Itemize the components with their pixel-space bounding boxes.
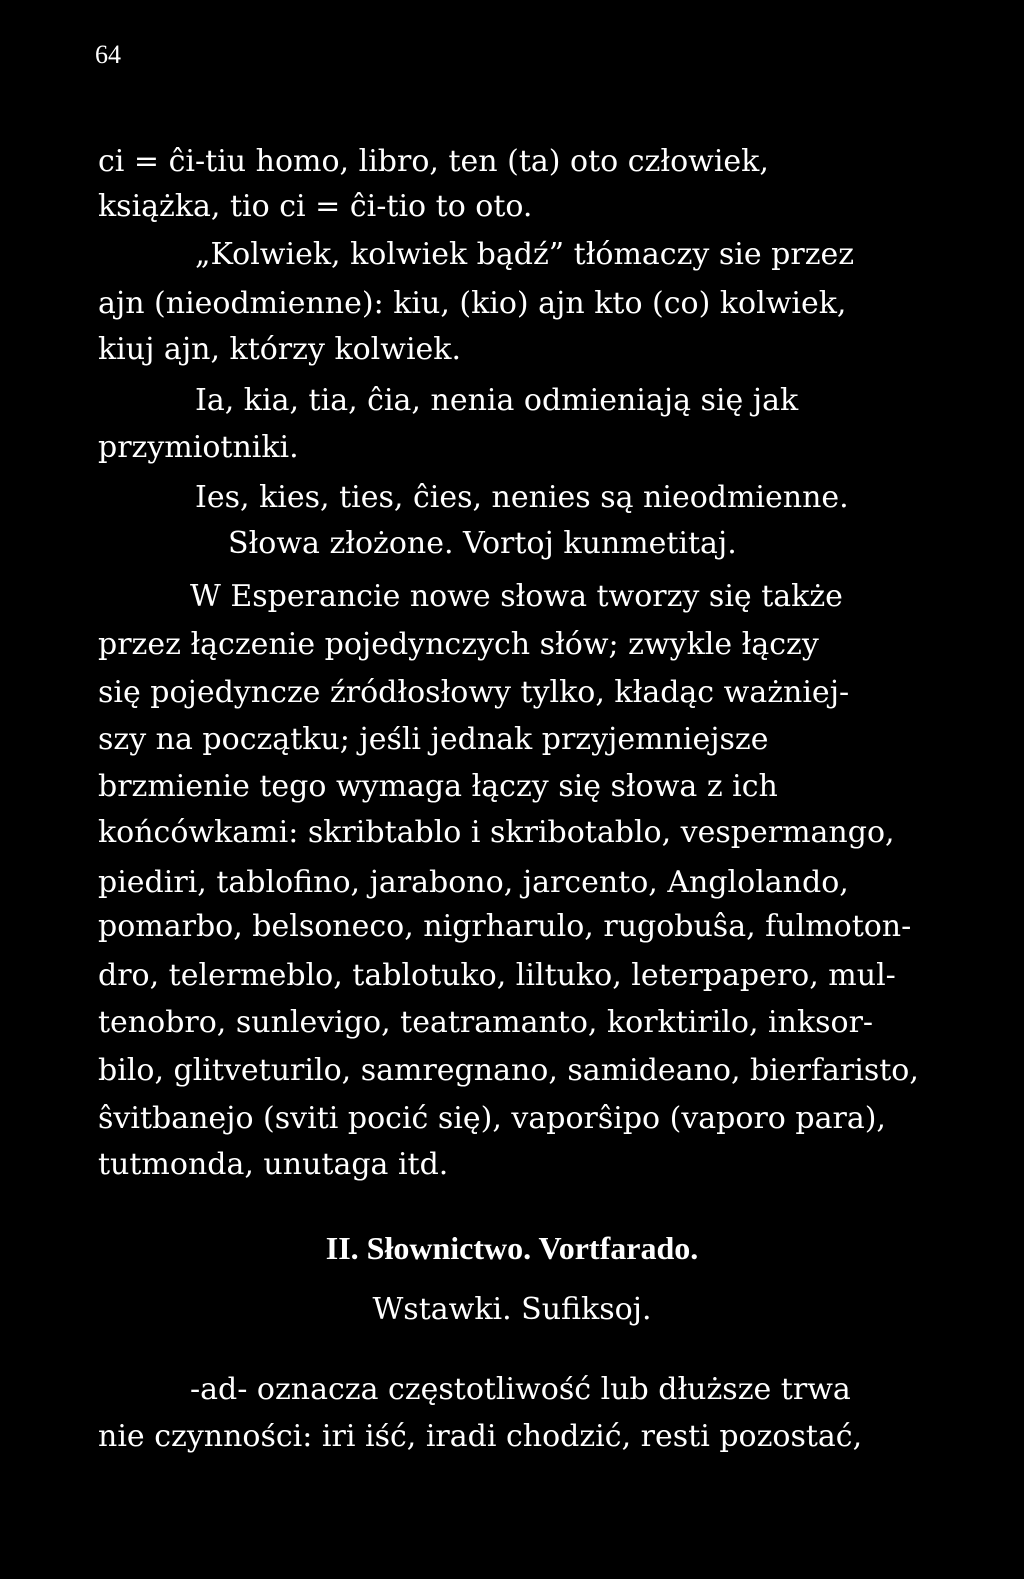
text-line: pomarbo, belsoneco, nigrharulo, rugobuŝa, fulmoton- xyxy=(98,909,912,944)
page-number: 64 xyxy=(95,40,121,69)
text-line: bilo, glitveturilo, samregnano, samideano, bierfaristo, xyxy=(98,1053,919,1088)
text-line: ŝvitbanejo (sviti pocić się), vaporŝipo (vaporo para), xyxy=(98,1101,886,1136)
text-line: W Esperancie nowe słowa tworzy się także xyxy=(190,579,843,614)
subheading: Wstawki. Sufiksoj. xyxy=(372,1292,652,1327)
text-line: przymiotniki. xyxy=(98,430,299,465)
text-line: książka, tio ci = ĉi-tio to oto. xyxy=(98,189,533,224)
text-line: tutmonda, unutaga itd. xyxy=(98,1147,449,1182)
text-line: „Kolwiek, kolwiek bądź” tłómaczy sie przez xyxy=(195,237,855,272)
text-line: końcówkami: skribtablo i skribotablo, vespermango, xyxy=(98,815,895,850)
text-line: piediri, tablofino, jarabono, jarcento, Anglolando, xyxy=(98,865,849,900)
text-line: Ia, kia, tia, ĉia, nenia odmieniają się jak xyxy=(195,383,799,418)
text-line: ajn (nieodmienne): kiu, (kio) ajn kto (co) kolwiek, xyxy=(98,286,847,321)
text-line: tenobro, sunlevigo, teatramanto, korktirilo, inksor- xyxy=(98,1005,874,1040)
text-line: kiuj ajn, którzy kolwiek. xyxy=(98,332,462,367)
text-line: szy na początku; jeśli jednak przyjemniejsze xyxy=(98,722,769,757)
text-line: Ies, kies, ties, ĉies, nenies są nieodmienne. xyxy=(195,480,849,515)
chapter-heading: II. Słownictwo. Vortfarado. xyxy=(325,1230,699,1266)
section-title: Słowa złożone. Vortoj kunmetitaj. xyxy=(228,526,737,561)
text-line: się pojedyncze źródłosłowy tylko, kładąc ważniej- xyxy=(98,675,850,710)
text-line: nie czynności: iri iść, iradi chodzić, resti pozostać, xyxy=(98,1419,863,1454)
text-line: ci = ĉi-tiu homo, libro, ten (ta) oto człowiek, xyxy=(98,144,769,179)
text-line: brzmienie tego wymaga łączy się słowa z ich xyxy=(98,769,778,804)
text-line: dro, telermeblo, tablotuko, liltuko, leterpapero, mul- xyxy=(98,958,896,993)
text-line: -ad- oznacza częstotliwość lub dłuższe trwa xyxy=(190,1372,851,1407)
text-line: przez łączenie pojedynczych słów; zwykle łączy xyxy=(98,627,819,662)
